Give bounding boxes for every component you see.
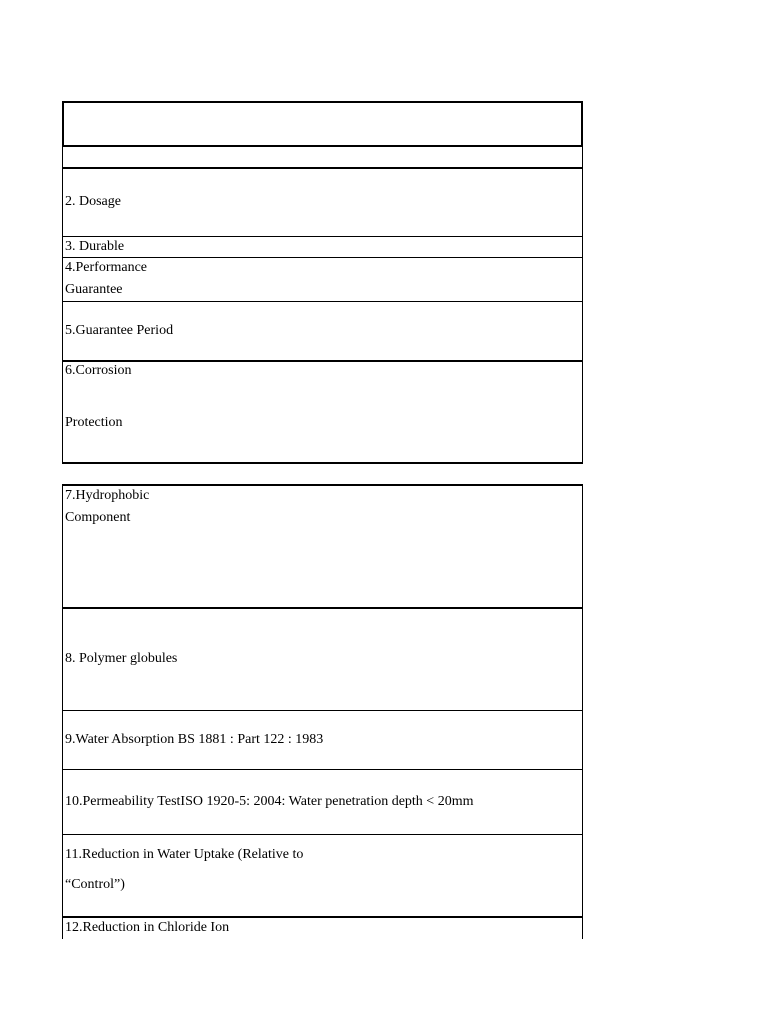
table-row-dosage bbox=[62, 168, 583, 237]
table-row-durable bbox=[62, 236, 583, 258]
row-label-permeability-test: 10.Permeability TestISO 1920-5: 2004: Water penetration depth < 20mm bbox=[65, 794, 474, 809]
table-row-corrosion-protection bbox=[62, 361, 583, 464]
row-label-water-absorption: 9.Water Absorption BS 1881 : Part 122 : 1983 bbox=[65, 732, 324, 747]
row-label-performance-line1: 4.Performance bbox=[65, 260, 148, 275]
row-label-hydrophobic-line1: 7.Hydrophobic bbox=[65, 488, 150, 503]
row-label-hydrophobic-line2: Component bbox=[65, 510, 131, 525]
row-label-guarantee-period: 5.Guarantee Period bbox=[65, 323, 174, 338]
row-label-water-uptake-line2: “Control”) bbox=[65, 877, 125, 892]
table-row-water-absorption bbox=[62, 710, 583, 770]
table-row-permeability-test bbox=[62, 769, 583, 835]
table-row-polymer-globules bbox=[62, 608, 583, 711]
table-row-empty bbox=[62, 146, 583, 169]
row-label-corrosion-line2: Protection bbox=[65, 415, 123, 430]
row-label-chloride-ion: 12.Reduction in Chloride Ion bbox=[65, 920, 230, 935]
row-label-performance-line2: Guarantee bbox=[65, 282, 123, 297]
table-row-guarantee-period bbox=[62, 301, 583, 362]
table-row-performance-guarantee bbox=[62, 257, 583, 302]
row-label-durable: 3. Durable bbox=[65, 239, 125, 254]
row-label-water-uptake-line1: 11.Reduction in Water Uptake (Relative to bbox=[65, 847, 304, 862]
row-label-corrosion-line1: 6.Corrosion bbox=[65, 363, 132, 378]
table-header-row bbox=[62, 101, 583, 147]
row-label-dosage: 2. Dosage bbox=[65, 194, 121, 209]
page-bottom-margin bbox=[0, 939, 768, 1024]
row-label-polymer-globules: 8. Polymer globules bbox=[65, 651, 178, 666]
table-row-hydrophobic-component bbox=[62, 484, 583, 609]
table-row-water-uptake bbox=[62, 834, 583, 918]
